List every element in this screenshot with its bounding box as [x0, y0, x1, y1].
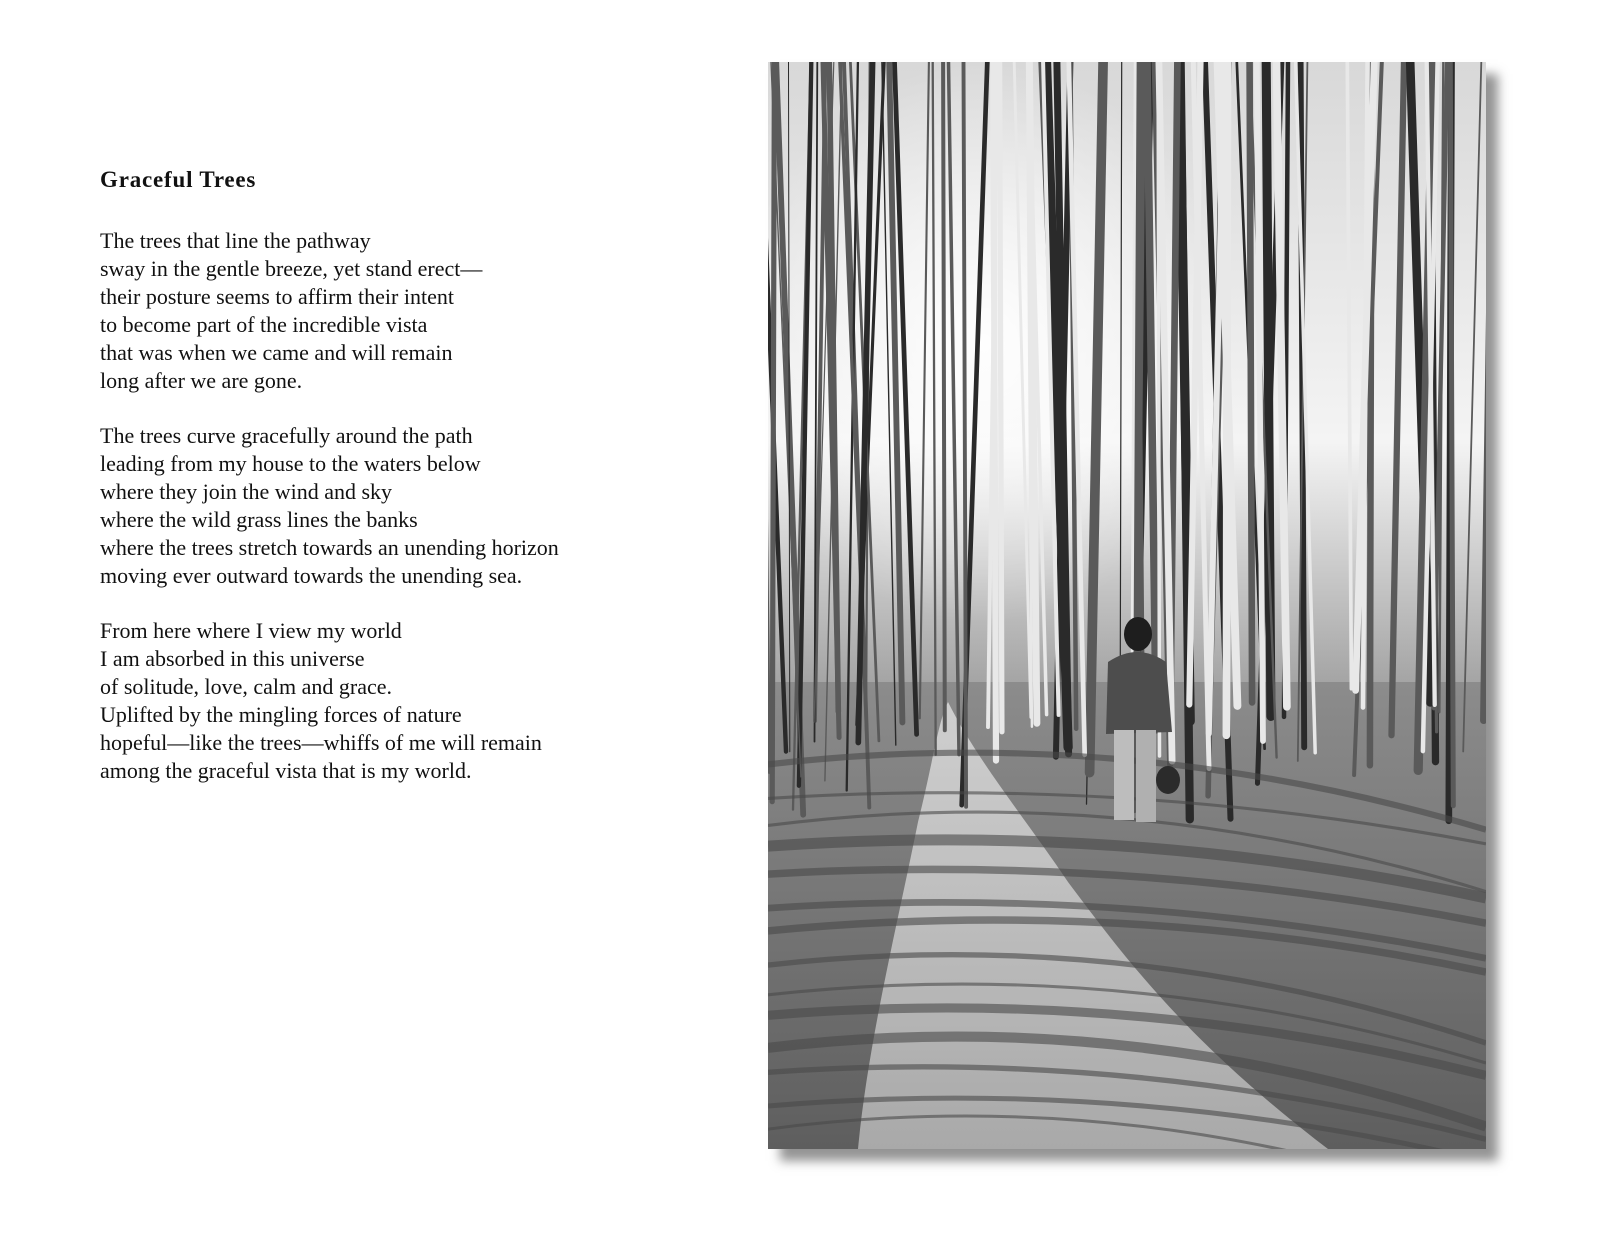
stanza-3	[100, 617, 660, 785]
poem-line: that was when we came and will remain	[100, 340, 453, 365]
tree-trunk	[1250, 62, 1253, 702]
tree-trunk	[1000, 62, 1002, 732]
poem-line: leading from my house to the waters below	[100, 451, 481, 476]
poem-line: where the wild grass lines the banks	[100, 507, 418, 532]
poem-line: The trees curve gracefully around the path	[100, 423, 473, 448]
tree-trunk	[772, 62, 774, 802]
poem-line: their posture seems to affirm their intent	[100, 284, 454, 309]
stanza-1	[100, 227, 660, 395]
poem-line: hopeful—like the trees—whiffs of me will remain	[100, 730, 542, 755]
poem-line: moving ever outward towards the unending sea.	[100, 563, 523, 588]
poem	[100, 165, 660, 812]
poem-line: From here where I view my world	[100, 618, 402, 643]
poem-line: of solitude, love, calm and grace.	[100, 674, 393, 699]
poem-line: long after we are gone.	[100, 368, 303, 393]
poem-line: I am absorbed in this universe	[100, 646, 365, 671]
poem-line: where the trees stretch towards an unending horizon	[100, 535, 559, 560]
tree-trunk	[993, 62, 996, 761]
poem-title: Graceful Trees	[100, 167, 257, 192]
tree-trunk	[964, 62, 967, 807]
forest-path-photo	[768, 62, 1486, 1149]
poem-line: sway in the gentle breeze, yet stand erect—	[100, 256, 483, 281]
poem-line: Uplifted by the mingling forces of nature	[100, 702, 462, 727]
poem-line: The trees that line the pathway	[100, 228, 371, 253]
tree-trunk	[1450, 62, 1453, 806]
poem-line: to become part of the incredible vista	[100, 312, 428, 337]
forest-path-photo-icon	[768, 62, 1486, 1149]
stanza-2	[100, 422, 660, 590]
poem-line: among the graceful vista that is my world.	[100, 758, 472, 783]
tree-trunk	[943, 62, 945, 730]
poem-line: where they join the wind and sky	[100, 479, 393, 504]
